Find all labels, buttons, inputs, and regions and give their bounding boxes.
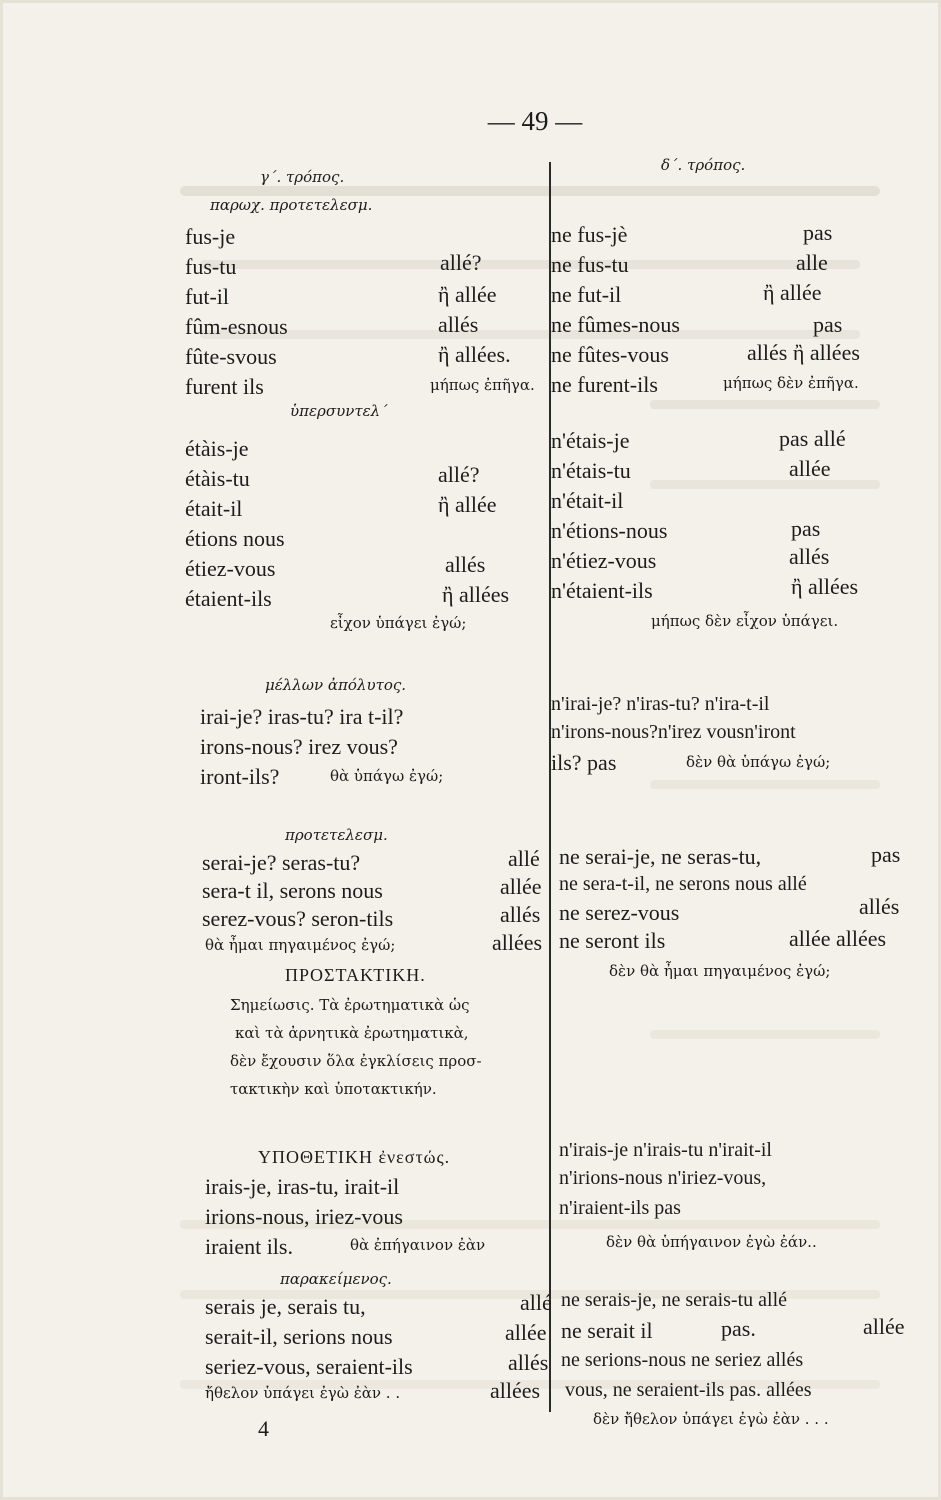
verb-form: n'irai-je? n'iras-tu? n'ira-t-il: [551, 693, 770, 715]
verb-form: étàis-tu: [185, 466, 250, 491]
verb-form: étiez-vous: [185, 556, 276, 581]
verb-form: n'étaient-ils: [551, 578, 653, 603]
participle: allés: [445, 552, 486, 577]
participle: allé: [520, 1290, 552, 1315]
verb-form: n'irons-nous?n'irez vousn'iront: [551, 721, 796, 743]
mood-heading: ΥΠΟΘΕΤΙΚΗ ἐνεστώς.: [258, 1147, 451, 1167]
verb-form: ne furent-ils: [551, 372, 658, 397]
participle: allés: [859, 894, 900, 919]
participle: allés ἢ allées: [747, 340, 860, 365]
note-line: δὲν ἔχουσιν ὅλα ἐγκλίσεις προσ-: [230, 1052, 482, 1070]
negation: pas: [791, 516, 821, 541]
verb-form: fut-il: [185, 284, 229, 309]
participle: allés: [789, 544, 830, 569]
verb-form: ne fûtes-vous: [551, 342, 669, 367]
participle: allés: [500, 902, 541, 927]
participle: ἢ allée: [763, 280, 822, 305]
greek-gloss: ἤθελον ὑπάγει ἐγὼ ἐὰν . .: [205, 1384, 401, 1402]
verb-form: ne serez-vous: [559, 900, 680, 925]
verb-form: ne sera-t-il, ne serons nous allé: [559, 873, 807, 895]
participle: allé?: [438, 462, 480, 487]
verb-form: ne serais-je, ne serais-tu allé: [561, 1289, 788, 1311]
tense-heading: παρωχ. προτετελεσμ.: [210, 196, 373, 214]
verb-form: ne fus-jè: [551, 222, 628, 247]
verb-form: furent ils: [185, 374, 264, 399]
tense-heading: μέλλων ἀπόλυτος.: [265, 676, 407, 694]
participle: ἢ allées: [791, 574, 859, 599]
verb-form: fûm-esnous: [185, 314, 288, 339]
negation: pas: [803, 220, 833, 245]
section-heading: γ΄. τρόπος.: [260, 168, 345, 186]
verb-form: n'étais-je: [551, 428, 630, 453]
tense-heading: ὑπερσυντελ΄: [290, 402, 388, 420]
participle: allée: [500, 874, 542, 899]
verb-form: irais-je, iras-tu, irait-il: [205, 1174, 400, 1199]
verb-form: iraient ils.: [205, 1234, 293, 1259]
greek-gloss: δὲν θὰ ὑπήγαινον ἐγὼ ἐάν..: [606, 1233, 817, 1251]
signature-mark: 4: [258, 1416, 269, 1441]
verb-form: vous, ne seraient-ils pas. allées: [565, 1379, 812, 1401]
verb-form: serais je, serais tu,: [205, 1294, 366, 1319]
verb-form: ne seront ils: [559, 928, 666, 953]
verb-form: ne serai-je, ne seras-tu,: [559, 844, 762, 869]
verb-form: ne fut-il: [551, 282, 622, 307]
negation: pas: [813, 312, 843, 337]
verb-form: ne serions-nous ne seriez allés: [561, 1349, 804, 1371]
verb-form: était-il: [185, 496, 243, 521]
participle: ἢ allées: [442, 582, 510, 607]
verb-form: serez-vous? seron-tils: [202, 906, 394, 931]
greek-gloss: μήπως δὲν ἐπῆγα.: [723, 374, 859, 392]
participle: allée: [505, 1320, 547, 1345]
verb-form: ne fus-tu: [551, 252, 629, 277]
verb-form: fus-je: [185, 224, 236, 249]
verb-form: étàis-je: [185, 436, 249, 461]
participle: allées: [492, 930, 543, 955]
participle: allée: [863, 1314, 905, 1339]
tense-heading: προτετελεσμ.: [285, 826, 388, 844]
verb-form: ne serait il: [561, 1318, 653, 1343]
greek-gloss: μήπως δὲν εἶχον ὑπάγει.: [651, 612, 839, 630]
participle: pas allé: [779, 426, 846, 451]
verb-form: n'irions-nous n'iriez-vous,: [559, 1167, 767, 1189]
page-number: — 49 —: [487, 106, 583, 136]
verb-form: irons-nous? irez vous?: [200, 734, 398, 759]
verb-form: fûte-svous: [185, 344, 277, 369]
verb-form: irai-je? iras-tu? ira t-il?: [200, 704, 404, 729]
verb-form: sera-t il, serons nous: [202, 878, 383, 903]
verb-form: n'étiez-vous: [551, 548, 657, 573]
verb-form: irions-nous, iriez-vous: [205, 1204, 403, 1229]
greek-gloss: θὰ ἦμαι πηγαιμένος ἐγώ;: [205, 936, 396, 954]
participle: ἢ allées.: [438, 342, 511, 367]
note-line: καὶ τὰ ἀρνητικὰ ἐρωτηματικὰ,: [235, 1024, 469, 1042]
note-line: τακτικὴν καὶ ὑποτακτικήν.: [230, 1080, 437, 1098]
verb-form: iront-ils?: [200, 764, 280, 789]
greek-gloss: δὲν ἤθελον ὑπάγει ἐγὼ ἐὰν . . .: [593, 1410, 829, 1428]
negation: pas: [871, 842, 901, 867]
participle: allée: [789, 456, 831, 481]
note-line: Σημείωσις. Τὰ ἐρωτηματικὰ ὡς: [230, 996, 470, 1014]
verb-form: étaient-ils: [185, 586, 272, 611]
participle: ἢ allée: [438, 282, 497, 307]
verb-form: fus-tu: [185, 254, 237, 279]
mood-heading: ΠΡΟΣΤΑΚΤΙΚΗ.: [285, 965, 426, 985]
verb-form: étions nous: [185, 526, 285, 551]
verb-form: serai-je? seras-tu?: [202, 850, 361, 875]
verb-form: n'étions-nous: [551, 518, 668, 543]
greek-gloss: δὲν θὰ ὑπάγω ἐγώ;: [686, 753, 831, 771]
verb-form: seriez-vous, seraient-ils: [205, 1354, 413, 1379]
greek-gloss: εἶχον ὑπάγει ἐγώ;: [330, 614, 467, 632]
tense-heading: παρακείμενος.: [280, 1270, 392, 1288]
greek-gloss: θὰ ὑπάγω ἐγώ;: [330, 767, 444, 785]
participle: allés: [438, 312, 479, 337]
participle: allé: [508, 846, 540, 871]
negation: pas.: [721, 1316, 756, 1341]
verb-form: n'irais-je n'irais-tu n'irait-il: [559, 1139, 772, 1161]
participle: allés: [508, 1350, 549, 1375]
verb-form: n'était-il: [551, 488, 624, 513]
verb-form: n'iraient-ils pas: [559, 1197, 681, 1219]
verb-form: ne fûmes-nous: [551, 312, 680, 337]
greek-gloss: θὰ ἐπήγαινον ἐὰν: [350, 1236, 486, 1254]
participle: alle: [796, 250, 828, 275]
greek-gloss: μήπως ἐπῆγα.: [430, 376, 535, 394]
verb-form: serait-il, serions nous: [205, 1324, 393, 1349]
greek-gloss: δὲν θὰ ἦμαι πηγαιμένος ἐγώ;: [609, 962, 831, 980]
participle: ἢ allée: [438, 492, 497, 517]
verb-form: n'étais-tu: [551, 458, 631, 483]
participle: allé?: [440, 250, 482, 275]
verb-form: ils? pas: [551, 750, 617, 775]
participle: allée allées: [789, 926, 887, 951]
section-heading: δ΄. τρόπος.: [661, 156, 746, 174]
participle: allées: [490, 1378, 541, 1403]
